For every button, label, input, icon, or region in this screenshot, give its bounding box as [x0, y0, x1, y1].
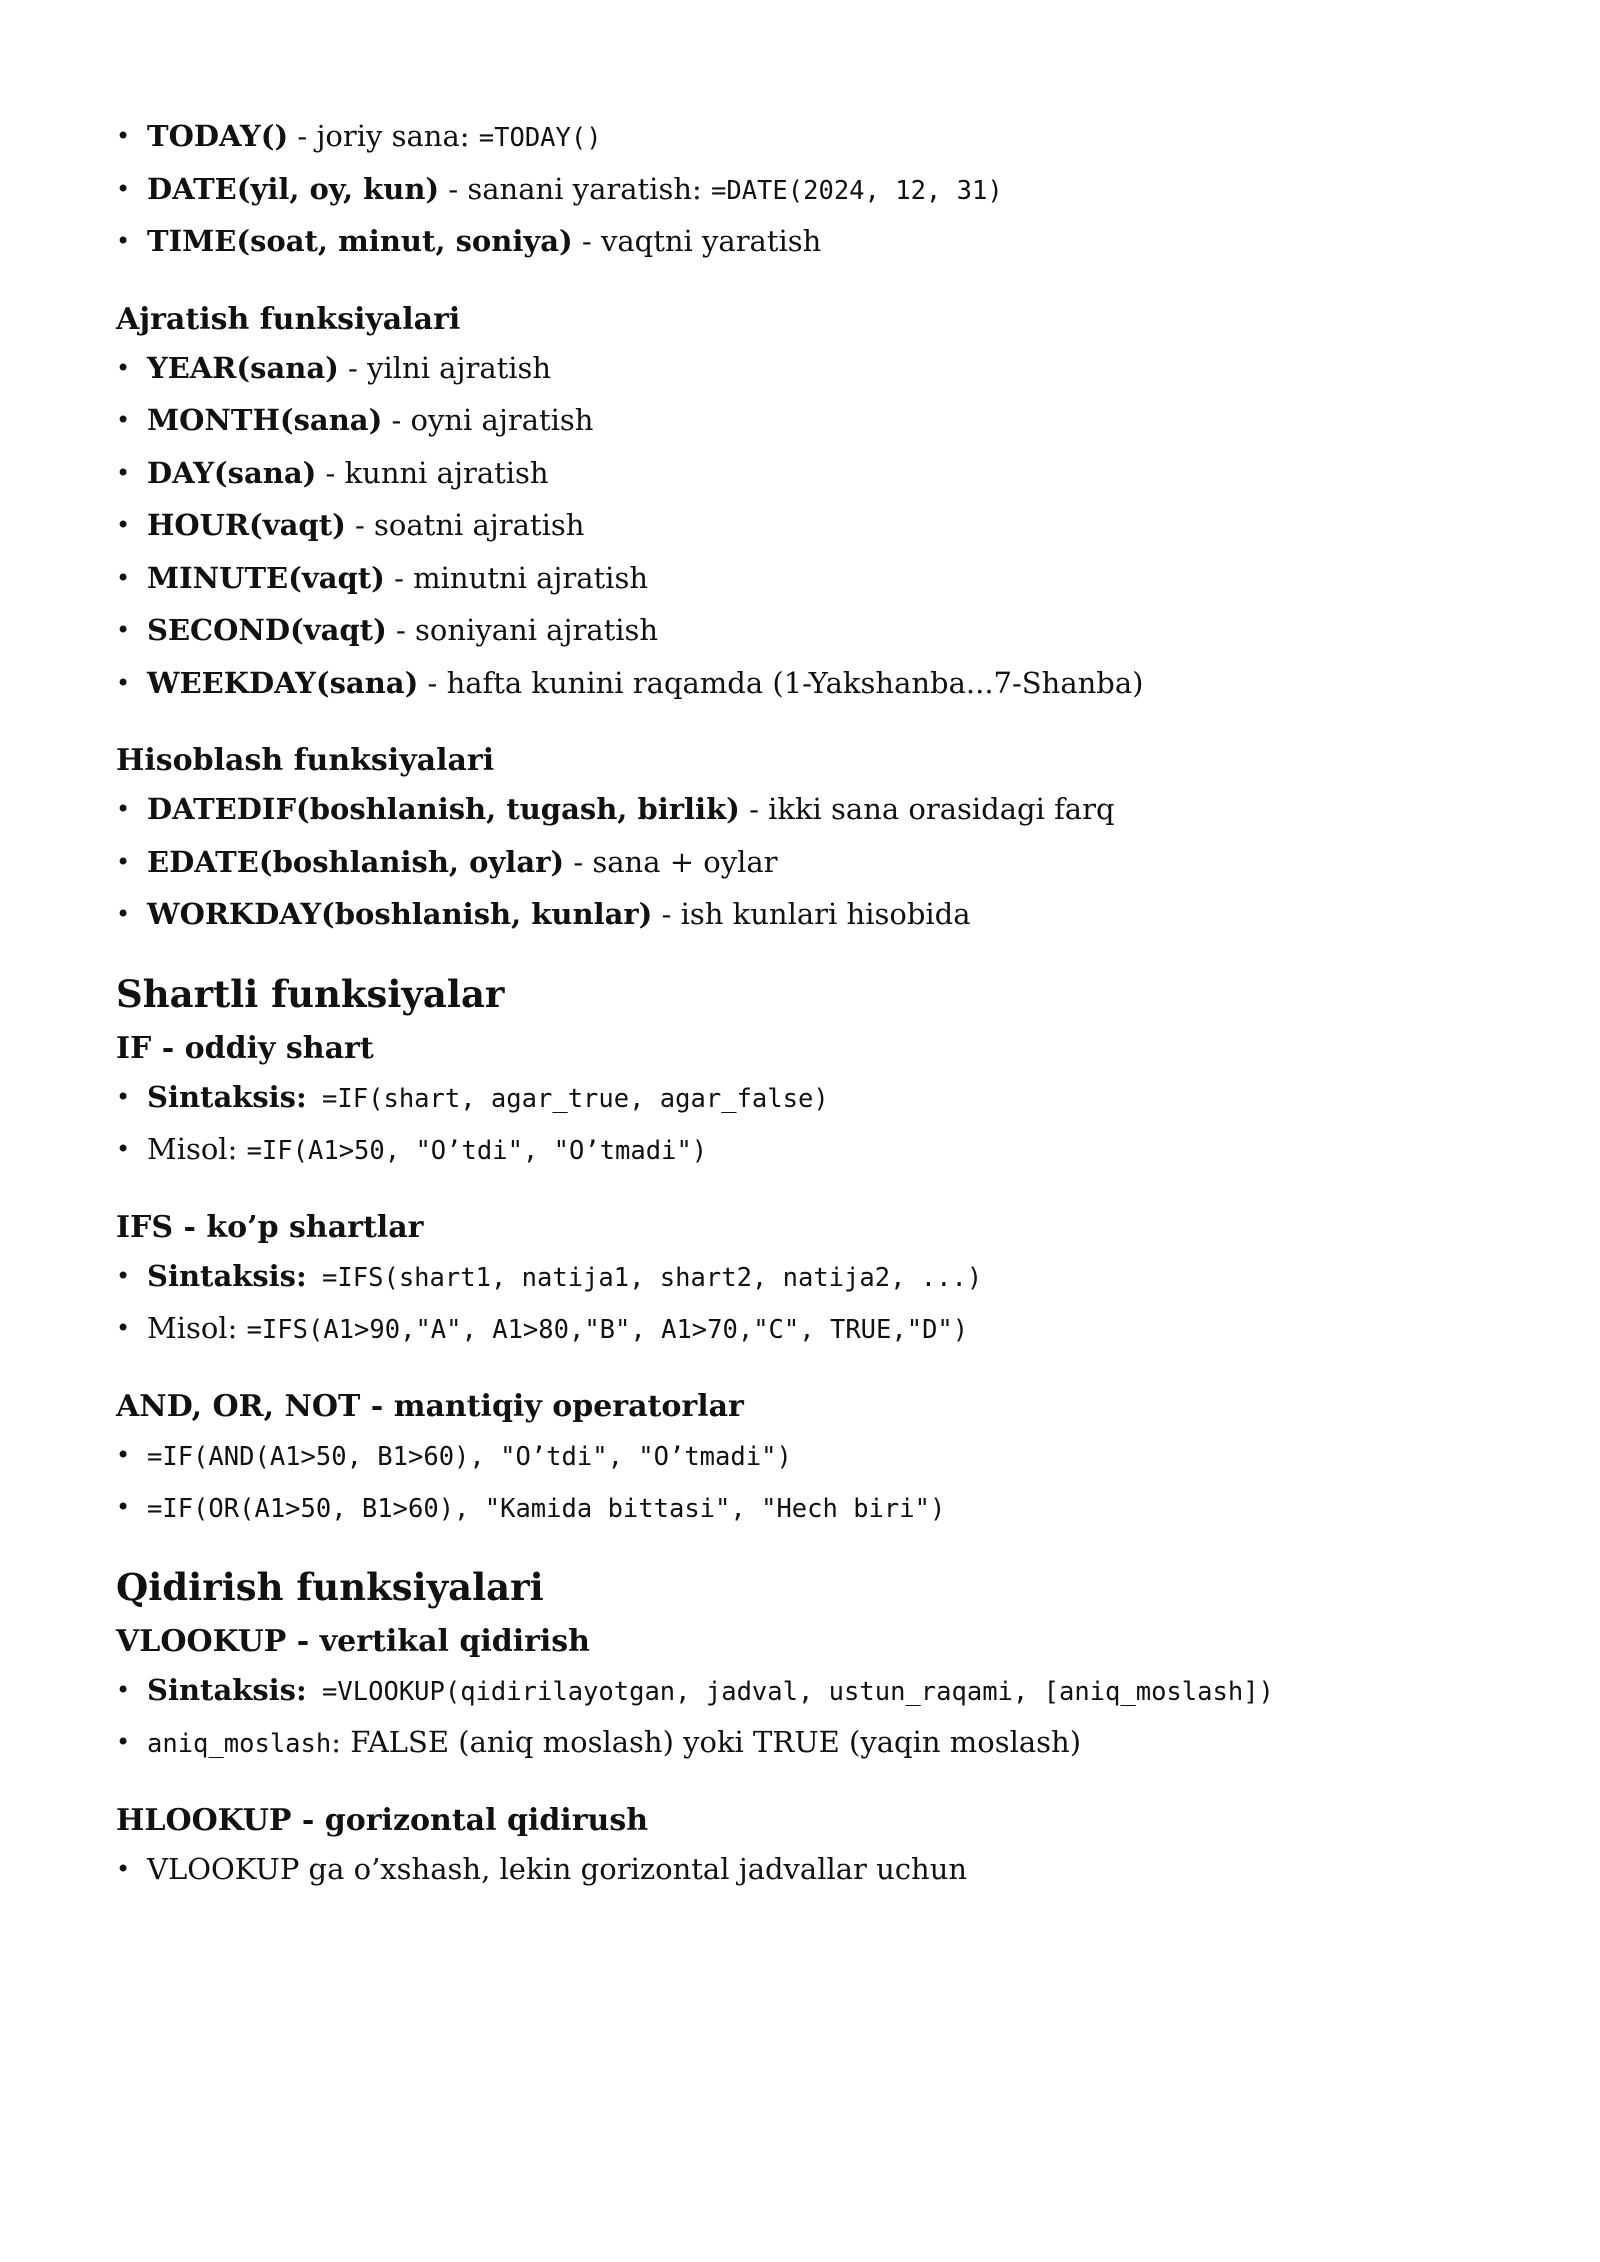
- bullet: •: [116, 1082, 131, 1111]
- list-item: [116, 783, 1496, 836]
- bullet: •: [116, 1314, 131, 1342]
- extract-heading: Ajratish funksiyalari: [116, 301, 461, 337]
- function-name: SECOND(vaqt): [147, 613, 387, 647]
- example-code: =IF(A1>50, "O’tdi", "O’tmadi"): [246, 1136, 708, 1166]
- list-item: [116, 163, 1496, 216]
- param-description: : FALSE (aniq moslash) yoki TRUE (yaqin moslash): [331, 1725, 1082, 1759]
- bullet: •: [116, 353, 131, 382]
- hlookup-description: VLOOKUP ga o’xshash, lekin gorizontal jadvallar uchun: [147, 1851, 968, 1886]
- bullet: •: [116, 1135, 131, 1163]
- logic-list: [116, 1429, 1496, 1534]
- calc-list: [116, 783, 1496, 941]
- bullet: •: [116, 900, 131, 928]
- function-description: - vaqtni yaratish: [572, 224, 822, 258]
- list-item: [116, 836, 1496, 889]
- syntax-code: =IFS(shart1, natija1, shart2, natija2, ...): [306, 1262, 983, 1293]
- syntax-label: Sintaksis:: [147, 1079, 307, 1114]
- function-description: - ikki sana orasidagi farq: [739, 792, 1115, 826]
- ifs-list: [116, 1250, 1496, 1355]
- function-name: YEAR(sana): [147, 350, 339, 385]
- list-item: [116, 1302, 1496, 1355]
- list-item: [116, 1429, 1496, 1482]
- bullet: •: [116, 1261, 131, 1290]
- list-item: [116, 1071, 1496, 1124]
- list-item: [116, 1481, 1496, 1534]
- syntax-code: =VLOOKUP(qidirilayotgan, jadval, ustun_raqami, [aniq_moslash]): [306, 1676, 1274, 1707]
- list-item: [116, 1250, 1496, 1303]
- syntax-label: Sintaksis:: [147, 1258, 307, 1293]
- function-description: - minutni ajratish: [384, 560, 649, 595]
- bullet: •: [116, 616, 131, 644]
- function-description: - sana + oylar: [564, 844, 778, 879]
- function-name: MONTH(sana): [147, 403, 383, 437]
- conditional-section-title: Shartli funksiyalar: [116, 971, 505, 1016]
- date-create-list: [116, 110, 1496, 268]
- bullet: •: [116, 1728, 131, 1756]
- bullet: •: [116, 406, 131, 434]
- param-code: aniq_moslash: [147, 1729, 332, 1759]
- example-code: =IFS(A1>90,"A", A1>80,"B", A1>70,"C", TRUE,"D"): [246, 1315, 969, 1345]
- list-item: [116, 552, 1496, 605]
- list-item: [116, 1843, 1496, 1896]
- list-item: [116, 604, 1496, 657]
- lookup-section-title: Qidirish funksiyalari: [116, 1564, 544, 1609]
- list-item: [116, 499, 1496, 552]
- bullet: •: [116, 1440, 131, 1469]
- bullet: •: [116, 795, 131, 823]
- logic-heading: AND, OR, NOT - mantiqiy operatorlar: [116, 1388, 744, 1424]
- list-item: [116, 1716, 1496, 1769]
- function-name: WORKDAY(boshlanish, kunlar): [147, 897, 653, 931]
- function-description: - joriy sana:: [288, 119, 479, 153]
- list-item: [116, 888, 1496, 941]
- bullet: •: [116, 1493, 131, 1521]
- bullet: •: [116, 122, 131, 150]
- bullet: •: [116, 1675, 131, 1704]
- syntax-code: =IF(shart, agar_true, agar_false): [306, 1083, 829, 1114]
- vlookup-list: [116, 1664, 1496, 1769]
- bullet: •: [116, 458, 131, 487]
- function-description: - yilni ajratish: [338, 350, 552, 385]
- if-heading: IF - oddiy shart: [116, 1030, 374, 1066]
- function-name: EDATE(boshlanish, oylar): [147, 844, 565, 879]
- function-name: TIME(soat, minut, soniya): [147, 224, 573, 258]
- function-description: - hafta kunini raqamda (1-Yakshanba...7-Shanba): [418, 665, 1144, 700]
- function-description: - soatni ajratish: [345, 508, 585, 542]
- vlookup-heading: VLOOKUP - vertikal qidirish: [116, 1623, 590, 1659]
- function-description: - sanani yaratish:: [439, 171, 711, 206]
- logic-example-code: =IF(OR(A1>50, B1>60), "Kamida bittasi", "Hech biri"): [147, 1494, 946, 1524]
- code-example: =DATE(2024, 12, 31): [711, 175, 1003, 206]
- function-description: - kunni ajratish: [316, 455, 549, 490]
- example-label: Misol:: [147, 1132, 247, 1166]
- list-item: [116, 657, 1496, 710]
- code-example: =TODAY(): [478, 123, 602, 153]
- function-description: - oyni ajratish: [382, 403, 594, 437]
- list-item: [116, 1123, 1496, 1176]
- bullet: •: [116, 563, 131, 592]
- function-name: DATEDIF(boshlanish, tugash, birlik): [147, 792, 740, 826]
- function-name: DAY(sana): [147, 455, 317, 490]
- function-description: - ish kunlari hisobida: [652, 897, 971, 931]
- document-page: [116, 110, 1496, 1895]
- hlookup-list: [116, 1843, 1496, 1896]
- bullet: •: [116, 668, 131, 697]
- list-item: [116, 342, 1496, 395]
- list-item: [116, 215, 1496, 268]
- calc-heading: Hisoblash funksiyalari: [116, 743, 495, 778]
- if-list: [116, 1071, 1496, 1176]
- function-name: WEEKDAY(sana): [147, 665, 419, 700]
- extract-list: [116, 342, 1496, 710]
- list-item: [116, 110, 1496, 163]
- example-label: Misol:: [147, 1311, 247, 1345]
- bullet: •: [116, 1854, 131, 1883]
- list-item: [116, 1664, 1496, 1717]
- bullet: •: [116, 174, 131, 203]
- function-name: HOUR(vaqt): [147, 508, 346, 542]
- function-name: TODAY(): [147, 119, 289, 153]
- function-name: MINUTE(vaqt): [147, 560, 385, 595]
- function-description: - soniyani ajratish: [386, 613, 659, 647]
- logic-example-code: =IF(AND(A1>50, B1>60), "O’tdi", "O’tmadi"): [147, 1441, 792, 1472]
- syntax-label: Sintaksis:: [147, 1672, 307, 1707]
- bullet: •: [116, 511, 131, 539]
- function-name: DATE(yil, oy, kun): [147, 171, 440, 206]
- ifs-heading: IFS - ko’p shartlar: [116, 1209, 424, 1245]
- list-item: [116, 447, 1496, 500]
- bullet: •: [116, 847, 131, 876]
- list-item: [116, 394, 1496, 447]
- bullet: •: [116, 227, 131, 255]
- hlookup-heading: HLOOKUP - gorizontal qidirush: [116, 1802, 649, 1838]
